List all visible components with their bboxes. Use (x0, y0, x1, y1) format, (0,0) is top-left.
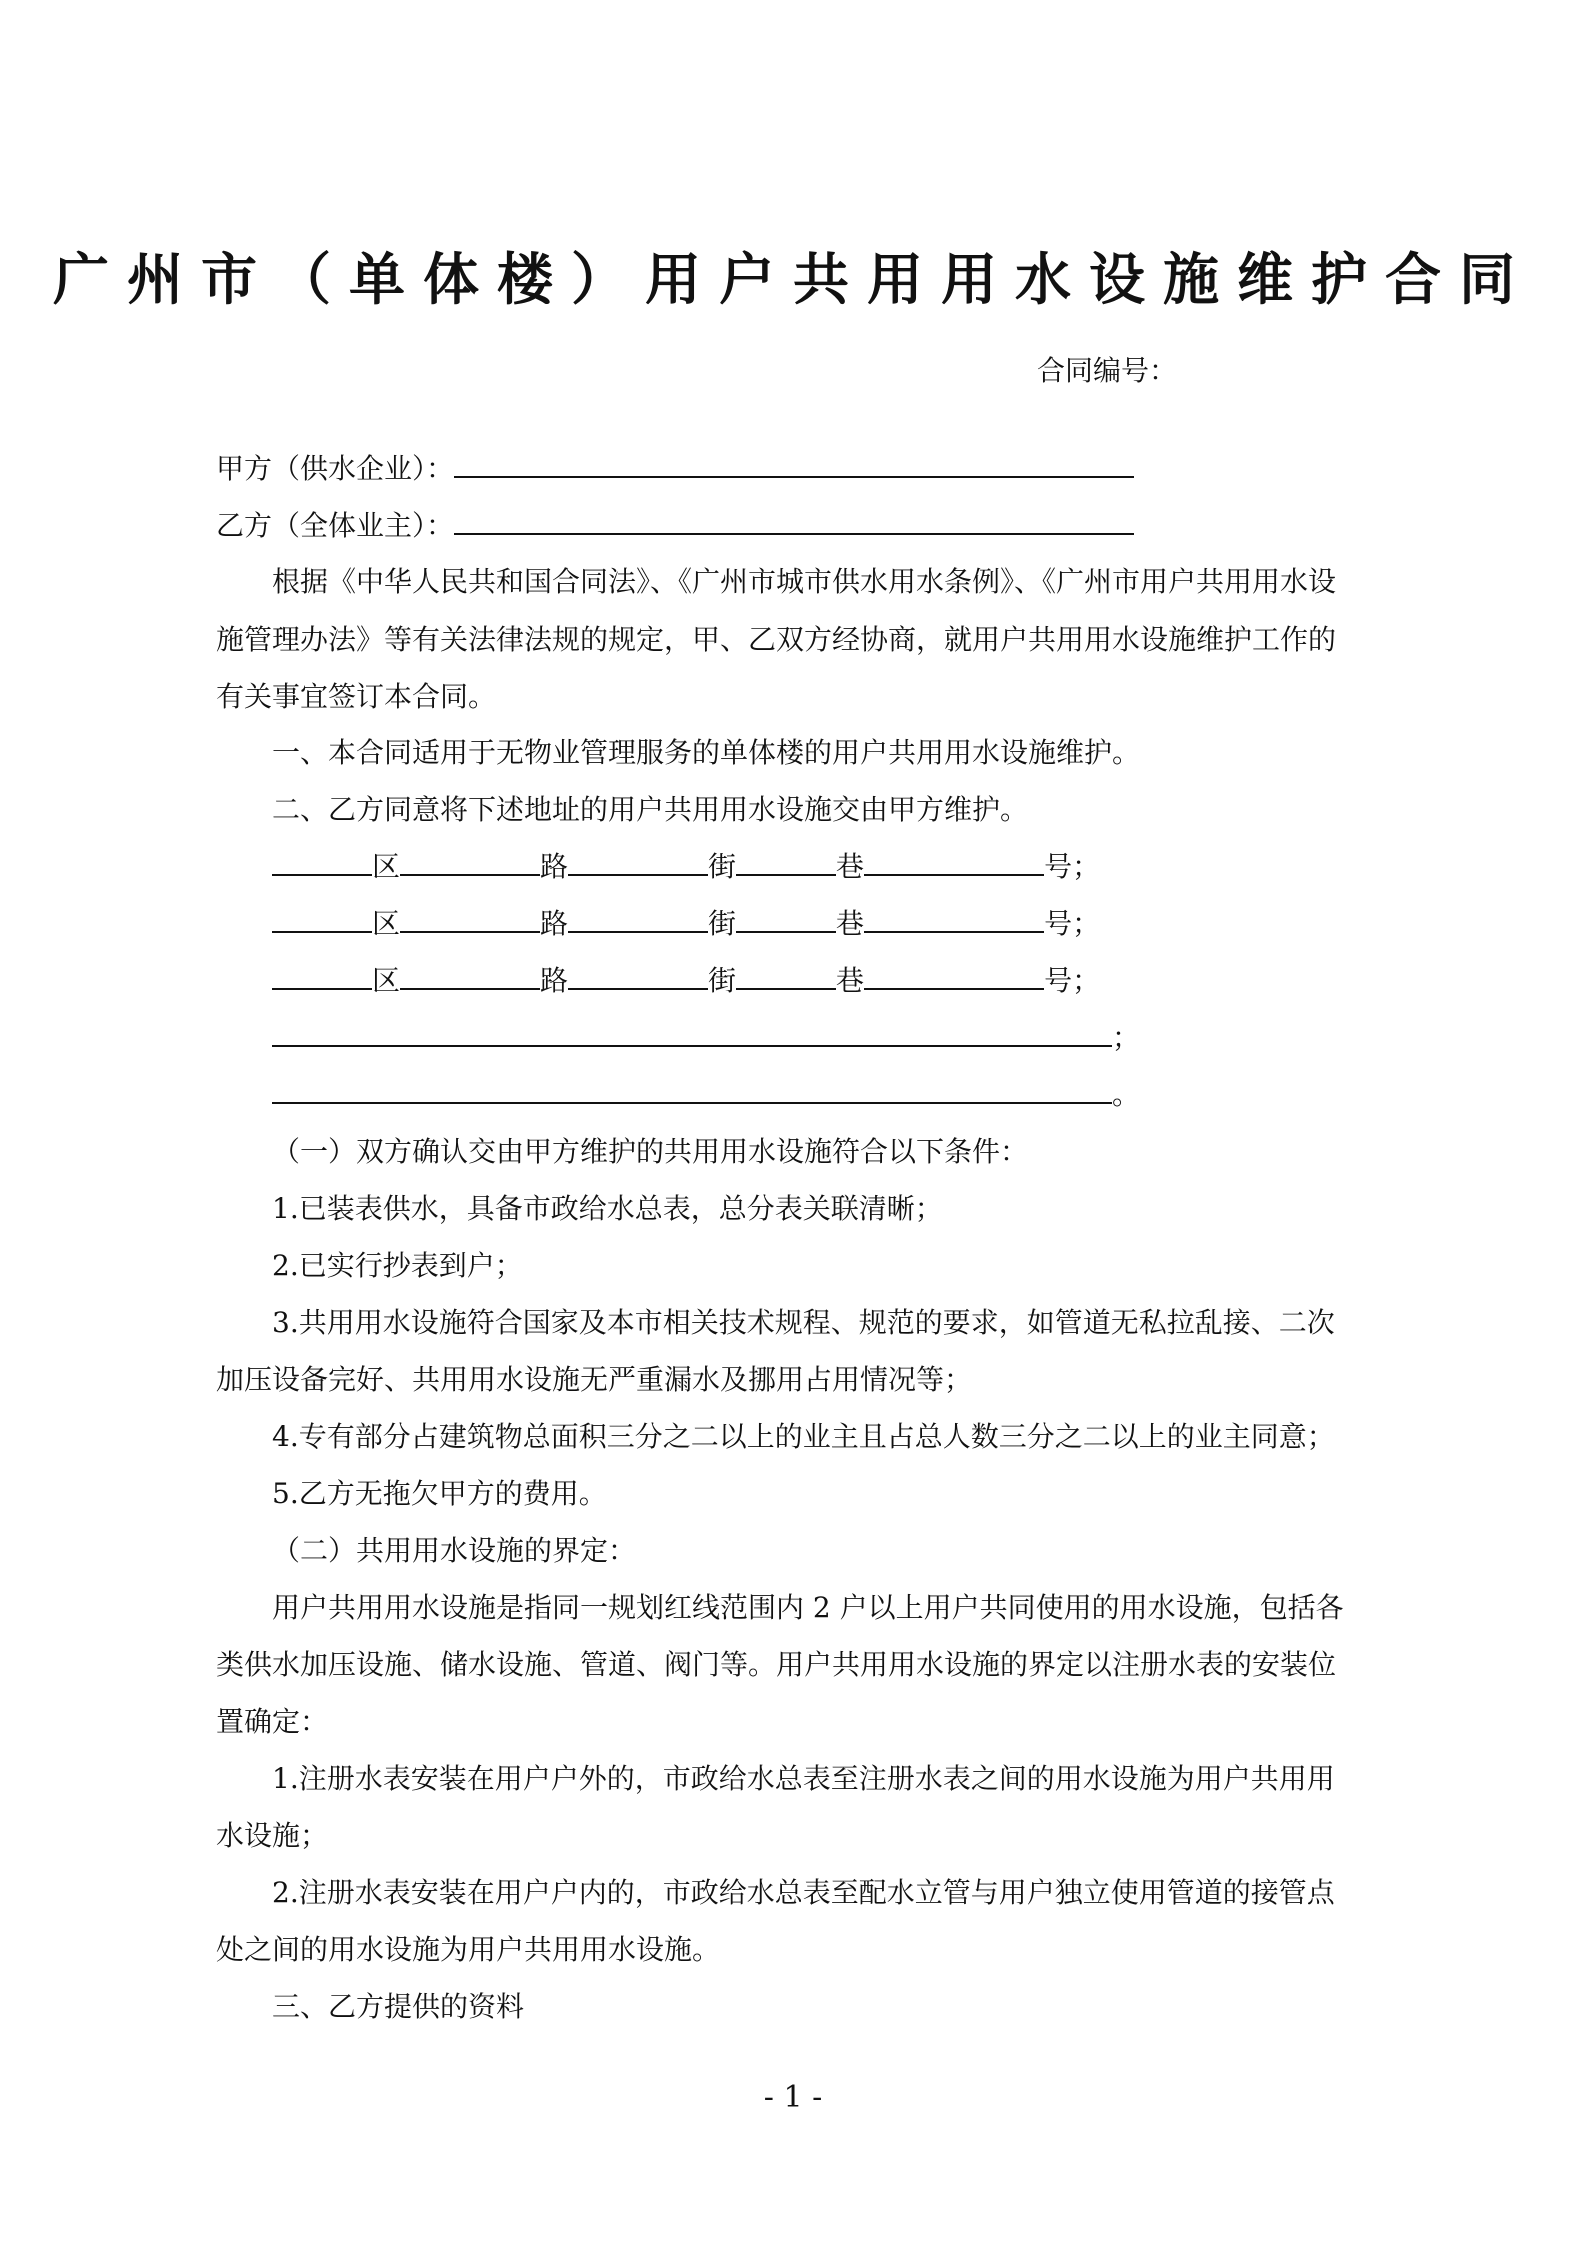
party-a-label: 甲方（供水企业）： (216, 452, 455, 485)
party-b-label: 乙方（全体业主）： (216, 509, 455, 542)
road-label: 路 (540, 850, 569, 883)
lane-blank[interactable] (736, 846, 836, 876)
number-blank[interactable] (864, 903, 1044, 933)
address-row (272, 838, 1100, 895)
lane-label: 巷 (836, 850, 865, 883)
clause-1: 一、本合同适用于无物业管理服务的单体楼的用户共用用水设施维护。 (272, 736, 1141, 769)
street-label: 街 (708, 964, 737, 997)
definition-2-line-1: 2.注册水表安装在用户户内的，市政给水总表至配水立管与用户独立使用管道的接管点 (272, 1876, 1335, 1909)
party-b-line (216, 497, 1134, 554)
intro-line-3: 有关事宜签订本合同。 (216, 680, 497, 713)
party-a-line (216, 440, 1134, 497)
district-label: 区 (372, 907, 401, 940)
free-address-blank[interactable] (272, 1017, 1112, 1047)
number-label: 号； (1044, 850, 1101, 883)
definition-1-line-2: 水设施； (216, 1819, 329, 1852)
lane-label: 巷 (836, 907, 865, 940)
contract-number-label: 合同编号： (1037, 354, 1178, 387)
page-number: - 1 - (763, 2080, 823, 2115)
lane-blank[interactable] (736, 903, 836, 933)
number-blank[interactable] (864, 846, 1044, 876)
street-blank[interactable] (568, 846, 708, 876)
page-title: 广州市（单体楼）用户共用用水设施维护合同 (53, 248, 1533, 313)
number-label: 号； (1044, 907, 1101, 940)
district-blank[interactable] (272, 960, 372, 990)
party-a-blank[interactable] (454, 448, 1134, 478)
condition-4: 4.专有部分占建筑物总面积三分之二以上的业主且占总人数三分之二以上的业主同意； (272, 1420, 1335, 1453)
party-b-blank[interactable] (454, 505, 1134, 535)
number-label: 号； (1044, 964, 1101, 997)
free-address-line (272, 1066, 1140, 1123)
condition-3-line-2: 加压设备完好、共用用水设施无严重漏水及挪用占用情况等； (216, 1363, 973, 1396)
street-label: 街 (708, 850, 737, 883)
district-label: 区 (372, 850, 401, 883)
district-blank[interactable] (272, 903, 372, 933)
condition-1: 1.已装表供水，具备市政给水总表，总分表关联清晰； (272, 1192, 943, 1225)
free-address-line (272, 1009, 1140, 1066)
lane-label: 巷 (836, 964, 865, 997)
street-blank[interactable] (568, 903, 708, 933)
definition-line-1: 用户共用用水设施是指同一规划红线范围内 2 户以上用户共同使用的用水设施，包括各 (272, 1591, 1344, 1624)
street-blank[interactable] (568, 960, 708, 990)
free-address-blank[interactable] (272, 1074, 1112, 1104)
clause-3: 三、乙方提供的资料 (272, 1990, 525, 2023)
address-row (272, 895, 1100, 952)
clause-2: 二、乙方同意将下述地址的用户共用用水设施交由甲方维护。 (272, 793, 1029, 826)
road-blank[interactable] (400, 846, 540, 876)
definition-1-line-1: 1.注册水表安装在用户户外的，市政给水总表至注册水表之间的用水设施为用户共用用 (272, 1762, 1335, 1795)
address-row (272, 952, 1100, 1009)
road-blank[interactable] (400, 903, 540, 933)
intro-line-1: 根据《中华人民共和国合同法》、《广州市城市供水用水条例》、《广州市用户共用用水设 (272, 565, 1337, 598)
intro-line-2: 施管理办法》等有关法律法规的规定，甲、乙双方经协商，就用户共用用水设施维护工作的 (216, 623, 1337, 656)
street-label: 街 (708, 907, 737, 940)
condition-heading: （一）双方确认交由甲方维护的共用用水设施符合以下条件： (272, 1135, 1029, 1168)
condition-5: 5.乙方无拖欠甲方的费用。 (272, 1477, 607, 1510)
line-end-punct: 。 (1112, 1078, 1141, 1111)
road-blank[interactable] (400, 960, 540, 990)
definition-2-line-2: 处之间的用水设施为用户共用用水设施。 (216, 1933, 721, 1966)
district-blank[interactable] (272, 846, 372, 876)
road-label: 路 (540, 964, 569, 997)
condition-3-line-1: 3.共用用水设施符合国家及本市相关技术规程、规范的要求，如管道无私拉乱接、二次 (272, 1306, 1335, 1339)
definition-heading: （二）共用用水设施的界定： (272, 1534, 637, 1567)
lane-blank[interactable] (736, 960, 836, 990)
condition-2: 2.已实行抄表到户； (272, 1249, 523, 1282)
road-label: 路 (540, 907, 569, 940)
district-label: 区 (372, 964, 401, 997)
number-blank[interactable] (864, 960, 1044, 990)
definition-line-3: 置确定： (216, 1705, 329, 1738)
definition-line-2: 类供水加压设施、储水设施、管道、阀门等。用户共用用水设施的界定以注册水表的安装位 (216, 1648, 1337, 1681)
line-end-punct: ； (1112, 1021, 1141, 1054)
